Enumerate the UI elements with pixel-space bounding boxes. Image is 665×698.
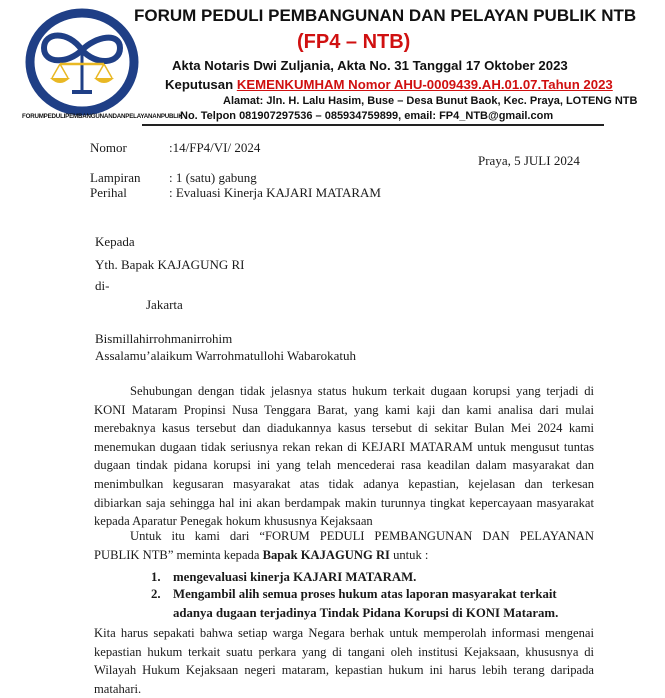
greeting-bismillah: Bismillahirrohmanirrohim	[95, 331, 233, 346]
paragraph-line: Wilayah Hukum Kejaksaan negeri mataram, kepastian hukum ini harus lebih terang daripada	[94, 663, 594, 678]
request-intro-end: untuk :	[389, 547, 429, 562]
place-date: Praya, 5 JULI 2024	[478, 153, 580, 168]
paragraph-line: matahari.	[94, 681, 142, 696]
paragraph-line: dibiarkan saja sehingga hal ini akan berdampak makin turunnya tingkat kepercayaan masyarakat	[94, 495, 594, 510]
paragraph-line: menemukan dugaan tidak seriusnya rekan rekan di KEJARI MATARAM untuk mengusut tuntas	[94, 439, 594, 454]
greeting-salam: Assalamu’alaikum Warrohmatullohi Wabarokatuh	[95, 348, 356, 363]
letterhead-divider	[142, 124, 604, 126]
paragraph-line: merebaknya kasus tersebut dan diadukannya kasus tersebut di sekitar Bulan Mei 2024 kami	[94, 421, 594, 436]
paragraph-line: menimbulkan kegusaran masyarakat atas tidak adanya kepastian, kejelasan dan terkesan	[94, 476, 594, 491]
decree-line	[165, 77, 613, 92]
recipient-kepada: Kepada	[95, 234, 135, 249]
request-text: adanya dugaan terjadinya Tindak Pidana Korupsi di KONI Mataram.	[173, 606, 559, 620]
perihal-value: : Evaluasi Kinerja KAJARI MATARAM	[169, 185, 381, 200]
paragraph-line: dugaan tindak pidana korupsi ini yang telah mencederai rasa keadilan dalam masyarakat dan	[94, 458, 594, 473]
logo-caption: FORUMPEDULIPEMBANGUNANDANPELAYANANPUBLIK	[22, 113, 183, 120]
paragraph-line: KONI Mataram Propinsi Nusa Tenggara Barat, yang kami kaji dan kami analisa dari mulai	[94, 402, 594, 417]
recipient-city: Jakarta	[146, 297, 183, 312]
recipient-di: di-	[95, 278, 110, 293]
paragraph-background	[94, 382, 594, 531]
paragraph-line: Sehubungan dengan tidak jelasnya status hukum terkait dugaan korupsi yang terjadi di	[130, 384, 594, 398]
scales-of-justice-logo-icon	[22, 6, 183, 120]
request-number: 1.	[151, 570, 161, 584]
request-list	[151, 568, 591, 628]
request-addressee: Bapak KAJAGUNG RI	[262, 547, 390, 562]
paragraph-conclusion	[94, 624, 594, 698]
organization-logo	[22, 6, 183, 120]
request-intro-text: PUBLIK NTB” meminta kepada	[94, 547, 263, 562]
decree-reference: KEMENKUMHAM Nomor AHU-0009439.AH.01.07.Tahun 2023	[236, 77, 613, 92]
organization-name: FORUM PEDULI PEMBANGUNAN DAN PELAYAN PUBLIK NTB	[134, 6, 637, 25]
recipient-name: Yth. Bapak KAJAGUNG RI	[95, 257, 245, 272]
notary-deed-line: Akta Notaris Dwi Zuljania, Akta No. 31 Tanggal 17 Oktober 2023	[172, 58, 568, 73]
lampiran-label: Lampiran	[90, 170, 141, 185]
request-item	[151, 585, 591, 623]
request-text: mengevaluasi kinerja KAJARI MATARAM.	[173, 570, 417, 584]
perihal-label: Perihal	[90, 185, 127, 200]
paragraph-line: Kita harus sepakati bahwa setiap warga Negara berhak untuk memperolah informasi mengenai	[94, 626, 594, 640]
address-line: Alamat: Jln. H. Lalu Hasim, Buse – Desa Bunut Baok, Kec. Praya, LOTENG NTB	[223, 95, 638, 107]
paragraph-line: kepada Aparatur Penegak hokum khususnya Kejaksaan	[94, 514, 373, 529]
paragraph-line: kepastian hukum terkait suatu perkara yang di tangani oleh institusi Kejaksaan, khususnya di	[94, 644, 594, 659]
request-number: 2.	[151, 587, 161, 601]
nomor-label: Nomor	[90, 140, 127, 155]
organization-abbreviation: (FP4 – NTB)	[297, 31, 411, 53]
decree-prefix: Keputusan	[165, 77, 237, 92]
paragraph-request-intro	[94, 527, 594, 564]
lampiran-value: : 1 (satu) gabung	[169, 170, 257, 185]
request-text: Mengambil alih semua proses hukum atas laporan masyarakat terkait	[173, 587, 557, 601]
nomor-value: :14/FP4/VI/ 2024	[169, 140, 261, 155]
contact-line: No. Telpon 081907297536 – 085934759899, email: FP4_NTB@gmail.com	[180, 110, 554, 122]
paragraph-line: Untuk itu kami dari “FORUM PEDULI PEMBANGUNAN DAN PELAYANAN	[130, 529, 594, 543]
paragraph-line	[94, 546, 594, 565]
